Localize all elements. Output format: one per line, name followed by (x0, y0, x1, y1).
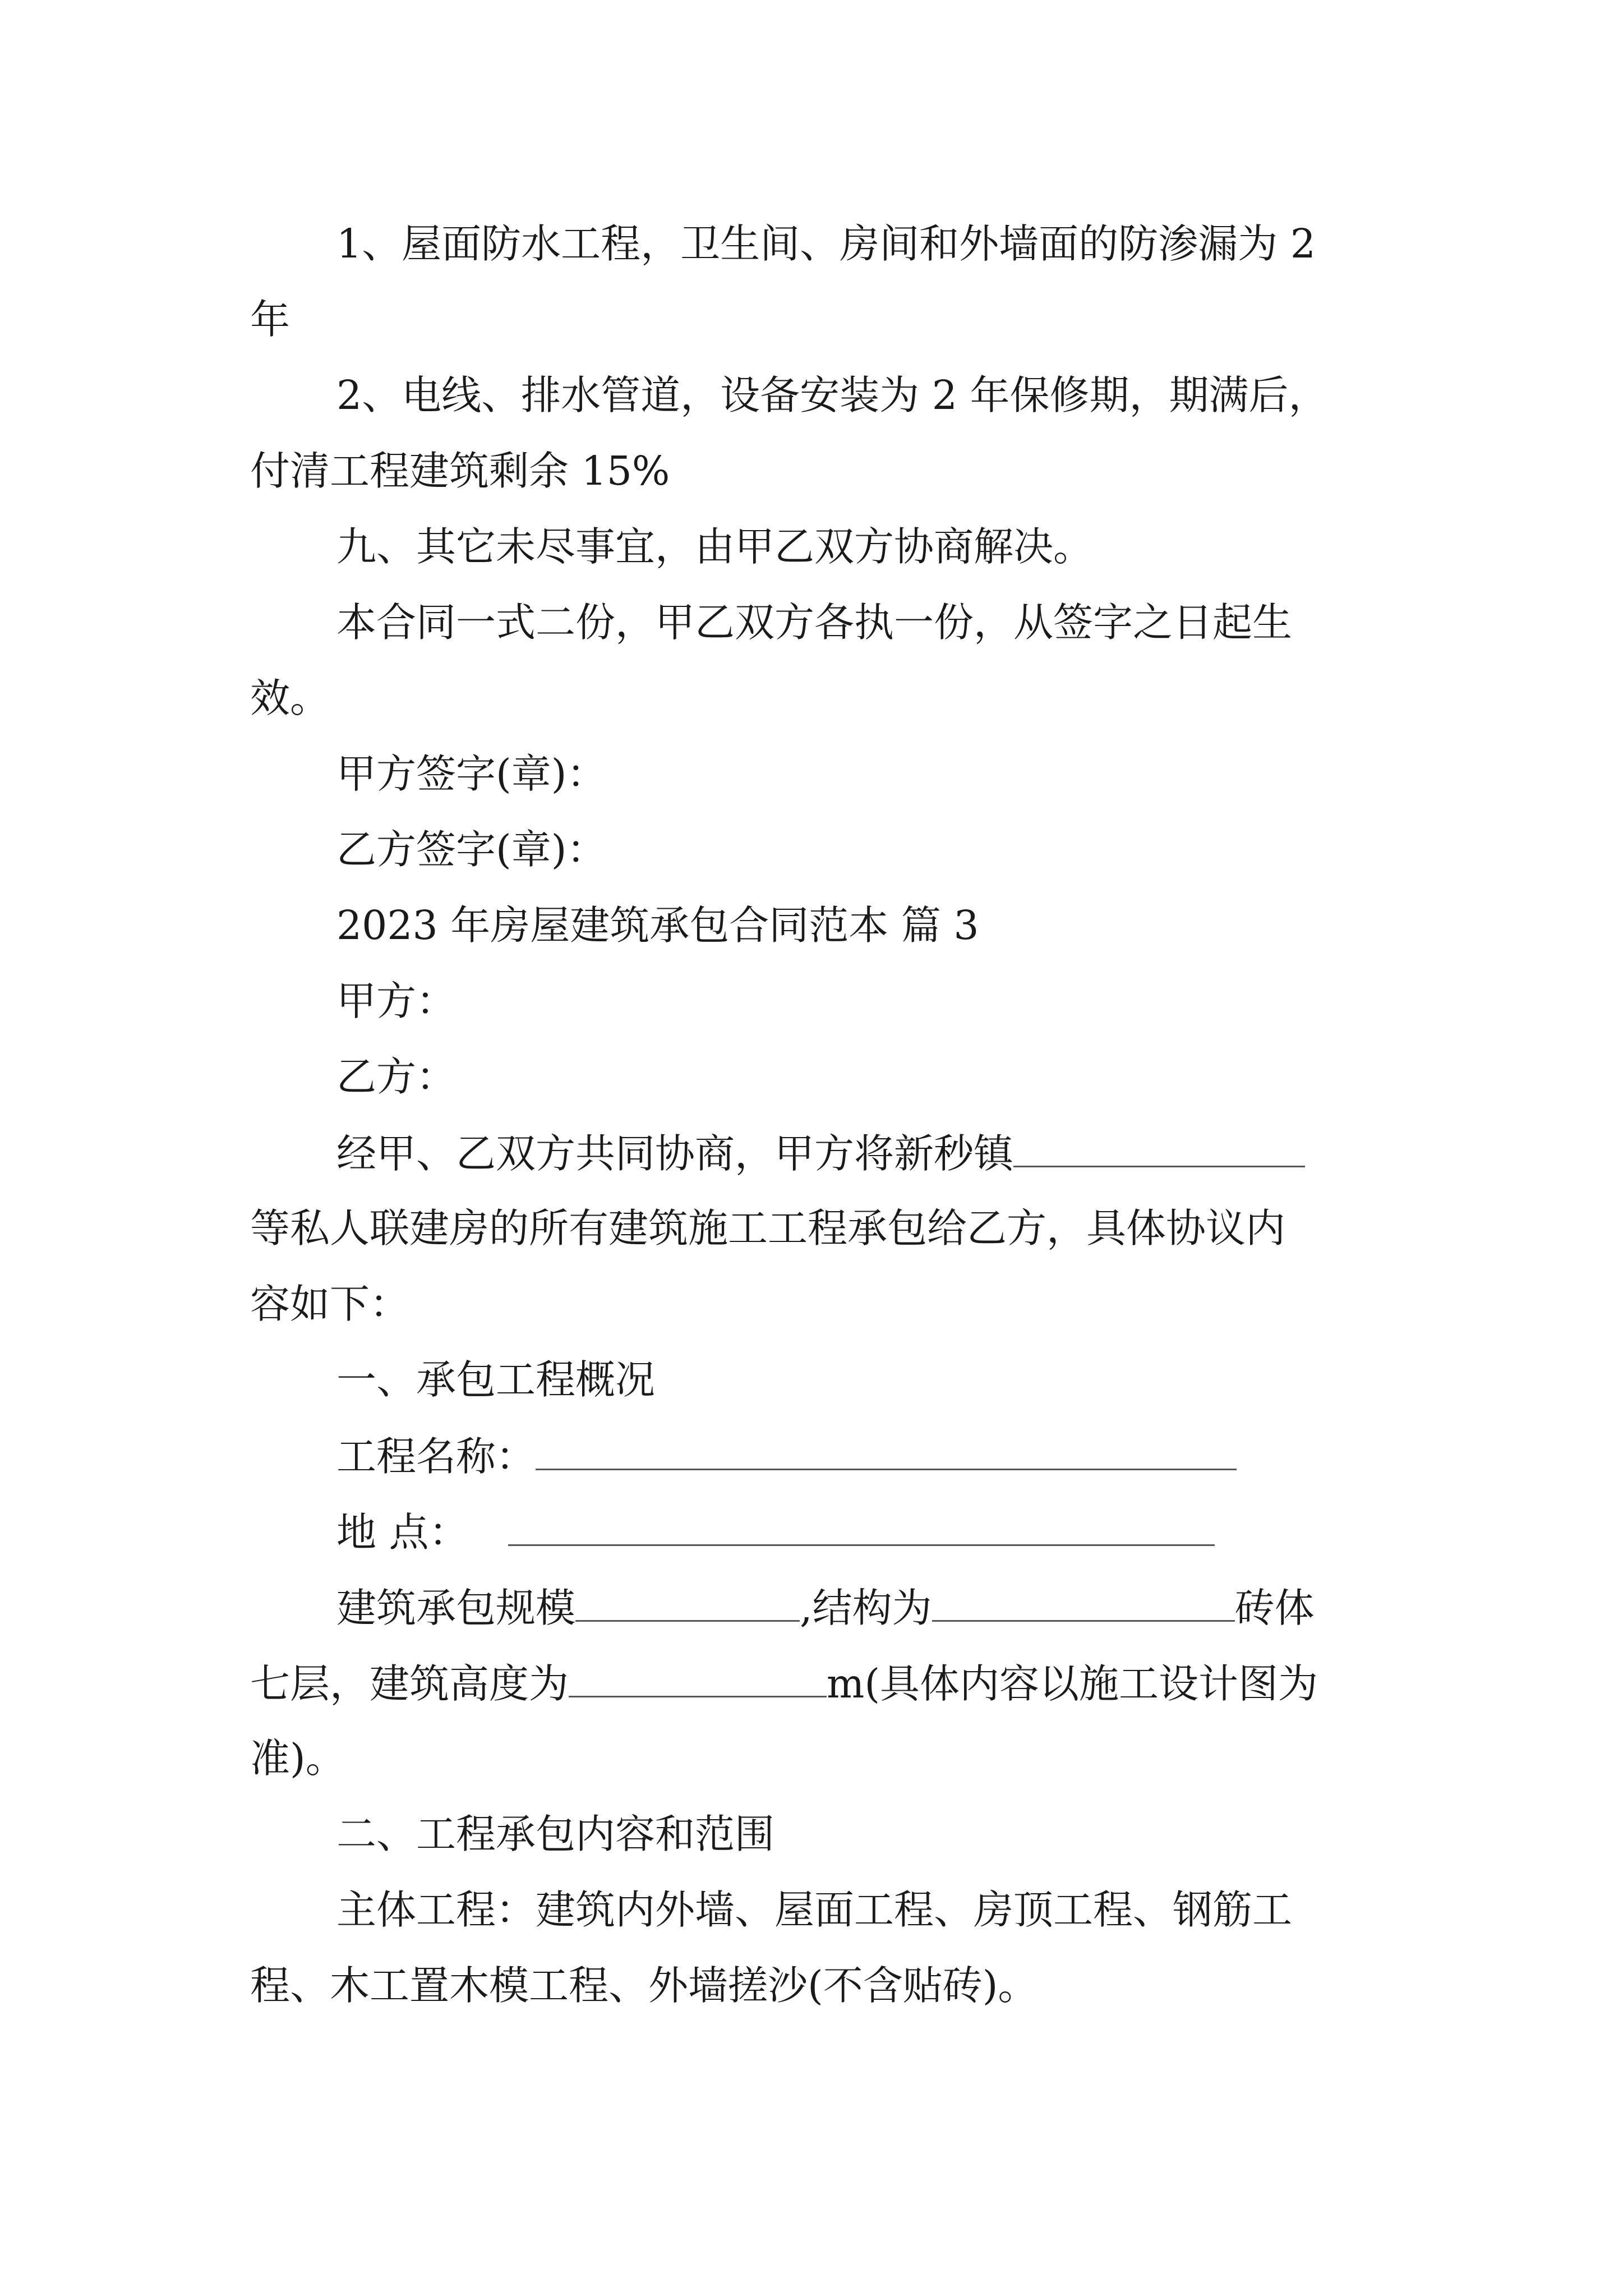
scale-structure-line-1: 建筑承包规模 ,结构为 砖体 (336, 1576, 1315, 1638)
location-blank (508, 1501, 1215, 1546)
warranty-clause-1-line-1: 1、屋面防水工程，卫生间、房间和外墙面的防渗漏为 2 (336, 220, 1316, 267)
main-works-line-1: 主体工程：建筑内外墙、屋面工程、房顶工程、钢筋工 (336, 1887, 1293, 1933)
party-b-label: 乙方： (336, 1053, 457, 1100)
project-name-row: 工程名称： (336, 1425, 1237, 1487)
party-a-label: 甲方： (336, 978, 457, 1024)
main-works-line-2: 程、木工置木模工程、外墙搓沙(不含贴砖)。 (250, 1962, 1038, 2009)
section-title: 2023 年房屋建筑承包合同范本 篇 3 (336, 902, 979, 949)
section-one-heading: 一、承包工程概况 (336, 1356, 656, 1403)
warranty-clause-2-line-1: 2、电线、排水管道，设备安装为 2 年保修期，期满后， (336, 372, 1329, 418)
structure-blank (932, 1576, 1235, 1622)
section-two-heading: 二、工程承包内容和范围 (336, 1811, 775, 1857)
height-blank (569, 1652, 827, 1697)
town-blank (1013, 1122, 1305, 1167)
scale-structure-line-2: 七层，建筑高度为 m(具体内容以施工设计图为 (250, 1652, 1318, 1714)
party-b-signature: 乙方签字(章)： (336, 826, 607, 873)
warranty-clause-2-line-2: 付清工程建筑剩余 15% (250, 448, 670, 494)
warranty-clause-1-line-2: 年 (250, 296, 291, 343)
location-row: 地 点： (336, 1501, 1215, 1562)
agreement-intro-line-3: 容如下： (250, 1281, 410, 1327)
copies-clause-line-2: 效。 (250, 675, 330, 721)
agreement-intro-line-2: 等私人联建房的所有建筑施工工程承包给乙方，具体协议内 (250, 1205, 1286, 1251)
agreement-intro-line-1: 经甲、乙双方共同协商，甲方将新秒镇 (336, 1122, 1305, 1184)
scale-structure-line-3: 准)。 (250, 1735, 345, 1782)
clause-nine: 九、其它未尽事宜，由甲乙双方协商解决。 (336, 523, 1094, 570)
copies-clause-line-1: 本合同一式二份，甲乙双方各执一份，从签字之日起生 (336, 599, 1293, 646)
project-name-blank (536, 1425, 1237, 1470)
scale-blank (575, 1576, 800, 1622)
party-a-signature: 甲方签字(章)： (336, 751, 607, 797)
